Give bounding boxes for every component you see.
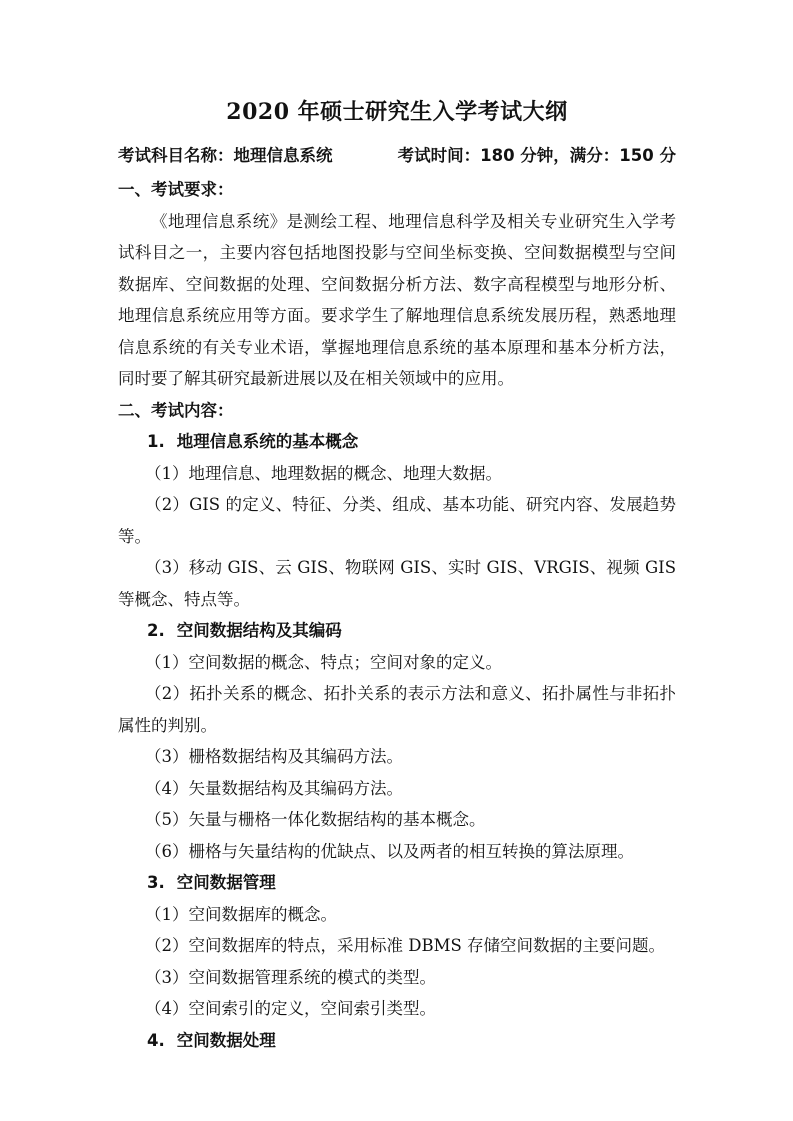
subsection-1-number: 1. [147, 432, 165, 451]
subsection-1-title: 地理信息系统的基本概念 [176, 432, 359, 451]
subsection-4 [118, 1025, 676, 1057]
subsection-4-heading [118, 1025, 676, 1057]
syllabus-item: （2）空间数据库的特点，采用标准 DBMS 存储空间数据的主要问题。 [145, 936, 666, 955]
syllabus-item: （1）地理信息、地理数据的概念、地理大数据。 [145, 463, 502, 483]
subsection-3-number: 3. [147, 873, 165, 892]
syllabus-item: （3）空间数据管理系统的模式的类型。 [145, 967, 436, 987]
page-title: 2020 年硕士研究生入学考试大纲 [226, 99, 568, 125]
syllabus-item: （3）移动 GIS、云 GIS、物联网 GIS、实时 GIS、VRGIS、视频 GIS 等概念、特点等。 [118, 558, 676, 609]
requirements-paragraph: 《地理信息系统》是测绘工程、地理信息科学及相关专业研究生入学考试科目之一，主要内容包括地图投影与空间坐标变换、空间数据模型与空间数据库、空间数据的处理、空间数据分析方法、数字高程模型与地形分析、地理信息系统应用等方面。要求学生了解地理信息系统发展历程，熟悉地理信息系统的有关专业术语，掌握地理信息系统的基本原理和基本分析方法，同时要了解其研究最新进展以及在相关领域中的应用。 [118, 211, 676, 388]
syllabus-item: （1）空间数据库的概念。 [145, 904, 337, 924]
exam-time: 考试时间：180 分钟，满分：150 分 [397, 146, 676, 165]
subsection-1 [118, 426, 676, 615]
subsection-4-title: 空间数据处理 [176, 1030, 276, 1050]
syllabus-item: （4）矢量数据结构及其编码方法。 [145, 778, 403, 798]
subsection-2 [118, 615, 676, 867]
syllabus-item: （6）栅格与矢量结构的优缺点、以及两者的相互转换的算法原理。 [145, 841, 634, 861]
section-heading-content: 二、考试内容： [118, 400, 234, 420]
syllabus-item: （2）GIS 的定义、特征、分类、组成、基本功能、研究内容、发展趋势等。 [118, 495, 676, 546]
subsection-3-heading [118, 867, 676, 899]
syllabus-item: （2）拓扑关系的概念、拓扑关系的表示方法和意义、拓扑属性与非拓扑属性的判别。 [118, 684, 676, 735]
subsection-3 [118, 867, 676, 1025]
section-heading-requirements: 一、考试要求： [118, 180, 234, 199]
syllabus-item: （1）空间数据的概念、特点；空间对象的定义。 [145, 652, 502, 672]
syllabus-item: （4）空间索引的定义，空间索引类型。 [145, 999, 436, 1018]
subsection-2-heading [118, 615, 676, 647]
subsection-3-title: 空间数据管理 [176, 873, 276, 892]
subsection-1-heading [118, 426, 676, 458]
syllabus-item: （5）矢量与栅格一体化数据结构的基本概念。 [145, 810, 486, 829]
subsection-2-number: 2. [147, 621, 165, 640]
subsection-2-title: 空间数据结构及其编码 [176, 621, 342, 640]
subsection-4-number: 4. [147, 1030, 165, 1050]
exam-meta [118, 143, 676, 169]
exam-subject: 考试科目名称：地理信息系统 [118, 146, 333, 165]
syllabus-item: （3）栅格数据结构及其编码方法。 [145, 747, 403, 766]
